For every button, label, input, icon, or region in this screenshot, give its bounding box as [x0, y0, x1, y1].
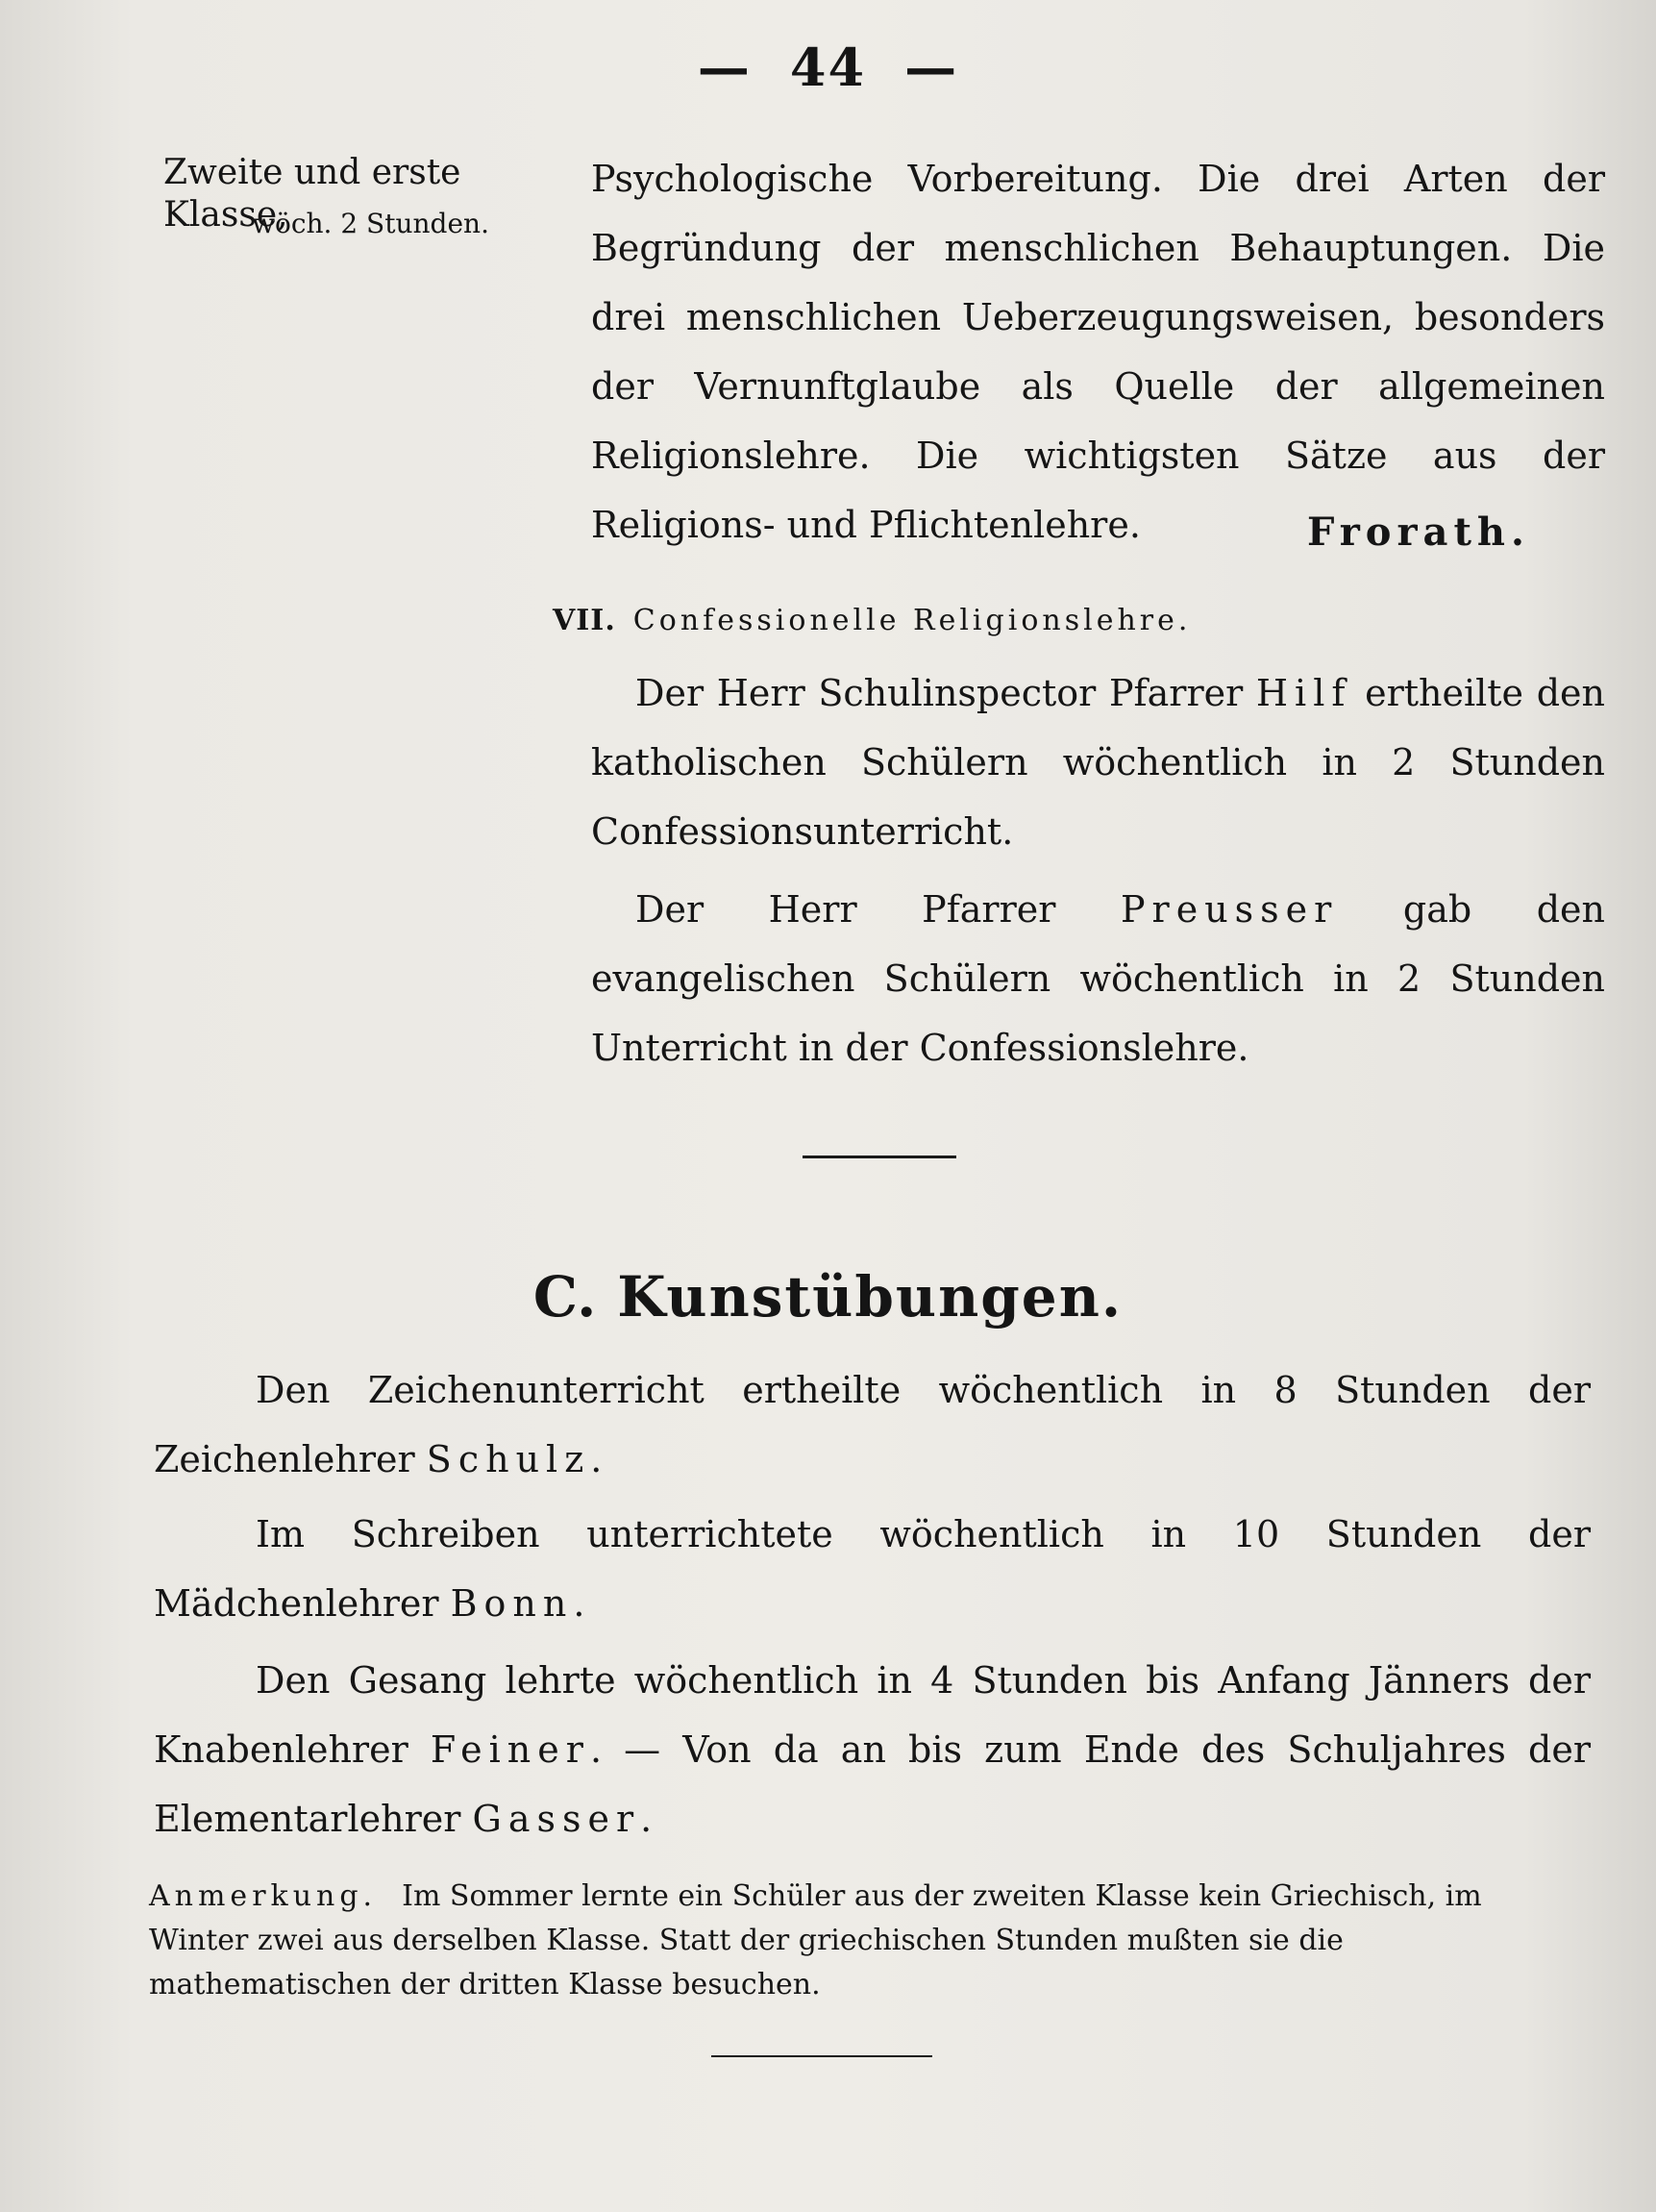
section-number: VII. [553, 604, 616, 637]
psychology-paragraph: Psychologische Vorbereitung. Die drei Arten der Begründung der menschlichen Behauptungen. Die drei menschlichen Ueberzeugungsweisen, besonders der Vernunftglaube als Quelle der allgemeinen Religionslehre. Die wichtigsten Sätze aus der Religions- und Pflichtenlehre. [591, 158, 1605, 546]
writing-paragraph [154, 1500, 1591, 1638]
section-c-title: Kunstübungen. [617, 1264, 1124, 1330]
para-text: gab den evangelischen Schülern wöchentlich in 2 Stunden Unterricht in der Confessionslehre. [591, 888, 1605, 1069]
para-text: . — Von da an bis zum Ende des Schuljahres der Elementarlehrer [154, 1728, 1591, 1840]
section-vii-heading [553, 604, 1191, 637]
para-text: . [573, 1582, 585, 1625]
section-divider [803, 1156, 956, 1158]
catholic-instruction-paragraph [591, 659, 1605, 866]
end-rule [711, 2055, 932, 2057]
singing-paragraph [154, 1646, 1591, 1853]
para-text: Der Herr Pfarrer [635, 888, 1121, 931]
drawing-paragraph [154, 1355, 1591, 1494]
teacher-name: Feiner [430, 1728, 590, 1771]
footnote-text: Im Sommer lernte ein Schüler aus der zweiten Klasse kein Griechisch, im Winter zwei aus derselben Klasse. Statt der griechischen Stunden mußten sie die mathematischen der dritten Klasse besuchen. [149, 1879, 1482, 2001]
teacher-name: Gasser [472, 1798, 641, 1840]
teacher-name: Bonn [450, 1582, 574, 1625]
footnote [149, 1875, 1571, 2007]
para-text: Der Herr Schulinspector Pfarrer [635, 672, 1256, 714]
page-number: 44 [789, 37, 867, 98]
para-text: Im Schreiben unterrichtete wöchentlich in 10 Stunden der Mädchenlehrer [154, 1513, 1591, 1625]
para-text: . [640, 1798, 653, 1840]
para-text: Den Gesang lehrte wöchentlich in 4 Stunden bis Anfang Jänners der Knabenlehrer [154, 1659, 1591, 1771]
header-dash-left: — [697, 37, 752, 98]
section-c-heading [0, 1264, 1656, 1330]
teacher-name: Preusser [1120, 888, 1339, 931]
section-title: Confessionelle Religionslehre. [632, 604, 1192, 637]
class-label: Zweite und erste Klasse, [163, 153, 461, 235]
footnote-label: Anmerkung. [149, 1879, 378, 1913]
para-text: ertheilte den katholischen Schülern wöchentlich in 2 Stunden Confessionsunterricht. [591, 672, 1605, 853]
header-dash-right: — [904, 37, 959, 98]
teacher-name: Schulz [426, 1438, 591, 1480]
section-letter: C. [532, 1264, 597, 1330]
class-hours: wöch. 2 Stunden. [252, 208, 489, 239]
page-header [0, 37, 1656, 98]
para-text: Den Zeichenunterricht ertheilte wöchentlich in 8 Stunden der Zeichenlehrer [154, 1369, 1591, 1480]
evangelical-instruction-paragraph [591, 875, 1605, 1082]
teacher-name: Hilf [1255, 672, 1352, 714]
author-signature: Frorath. [1307, 510, 1530, 555]
para-text: . [590, 1438, 603, 1480]
